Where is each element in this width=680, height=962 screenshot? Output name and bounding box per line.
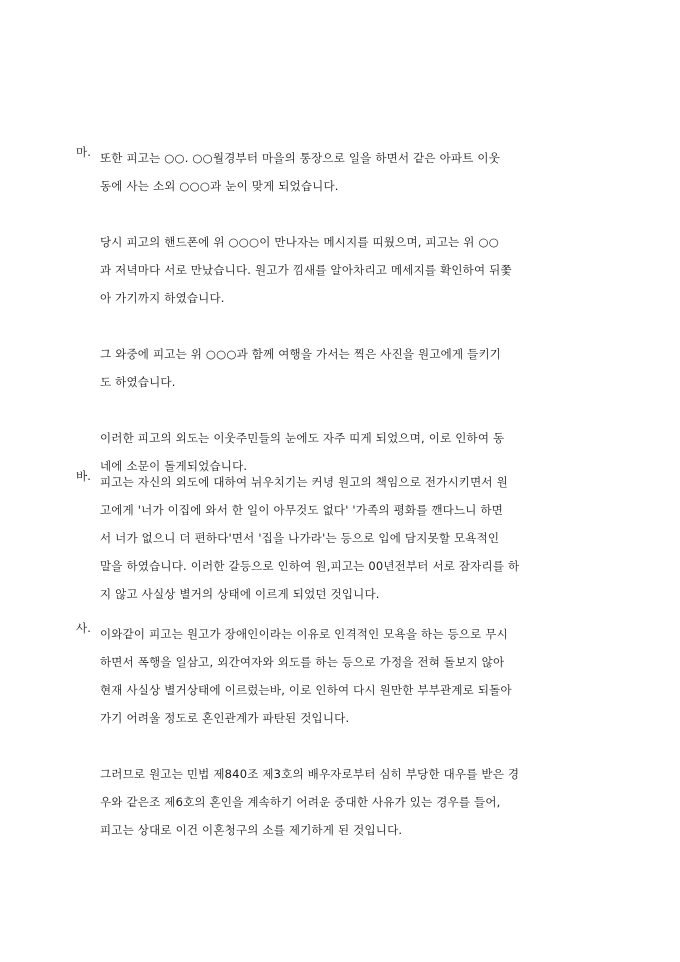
text-line: 이러한 피고의 외도는 이웃주민들의 눈에도 자주 띠게 되었으며, 이로 인하여 동	[100, 431, 505, 445]
text-line: 피고는 상대로 이건 이혼청구의 소를 제기하게 된 것입니다.	[100, 823, 403, 837]
paragraph	[100, 228, 636, 312]
paragraph	[100, 620, 636, 732]
paragraph	[100, 468, 636, 608]
text-line: 지 않고 사실상 별거의 상태에 이르게 되었던 것입니다.	[100, 587, 380, 601]
paragraph	[100, 760, 636, 844]
text-line: 이와같이 피고는 원고가 장애인이라는 이유로 인격적인 모욕을 하는 등으로 무시	[100, 627, 508, 641]
section-marker: 마.	[76, 145, 92, 159]
text-line: 그러므로 원고는 민법 제840조 제3호의 배우자로부터 심히 부당한 대우를 받은 경	[100, 767, 520, 781]
text-line: 하면서 폭행을 일삼고, 외간여자와 외도를 하는 등으로 가정을 전혀 돌보지 않아	[100, 655, 505, 669]
text-line: 그 와중에 피고는 위 ○○○과 함께 여행을 가서는 찍은 사진을 원고에게 들키기	[100, 347, 502, 361]
text-line: 네에 소문이 돌게되었습니다.	[100, 459, 248, 473]
text-line: 피고는 자신의 외도에 대하여 뉘우치기는 커녕 원고의 책임으로 전가시키면서 원	[100, 475, 508, 489]
text-line: 고에게 '너가 이집에 와서 한 일이 아무것도 없다' '가족의 평화를 깬다느니 하면	[100, 503, 504, 517]
paragraph	[100, 340, 636, 396]
text-line: 당시 피고의 핸드폰에 위 ○○○이 만나자는 메시지를 띠웠으며, 피고는 위 ○○	[100, 235, 499, 249]
section-ba	[76, 468, 636, 608]
text-line: 우와 같은조 제6호의 혼인을 계속하기 어려운 중대한 사유가 있는 경우를 들어,	[100, 795, 501, 809]
text-line: 또한 피고는 ○○. ○○월경부터 마을의 통장으로 일을 하면서 같은 아파트 이웃	[100, 151, 500, 165]
text-line: 과 저녁마다 서로 만났습니다. 원고가 낌새를 알아차리고 메세지를 확인하여 뒤쫓	[100, 263, 512, 277]
paragraph	[100, 144, 636, 200]
section-marker: 바.	[76, 469, 92, 483]
text-line: 서 너가 없으니 더 편하다'면서 '집을 나가라'는 등으로 입에 담지못할 모욕적인	[100, 531, 500, 545]
text-line: 가기 어려울 정도로 혼인관계가 파탄된 것입니다.	[100, 711, 350, 725]
text-line: 말을 하였습니다. 이러한 갈등으로 인하여 원,피고는 00년전부터 서로 잠자리를 하	[100, 559, 520, 573]
text-line: 도 하였습니다.	[100, 375, 176, 389]
section-sa	[76, 620, 636, 844]
section-ma	[76, 144, 636, 480]
text-line: 아 가기까지 하였습니다.	[100, 291, 225, 305]
text-line: 동에 사는 소외 ○○○과 눈이 맞게 되었습니다.	[100, 179, 339, 193]
section-marker: 사.	[76, 621, 92, 635]
text-line: 현재 사실상 별거상태에 이르렀는바, 이로 인하여 다시 원만한 부부관계로 되돌아	[100, 683, 512, 697]
